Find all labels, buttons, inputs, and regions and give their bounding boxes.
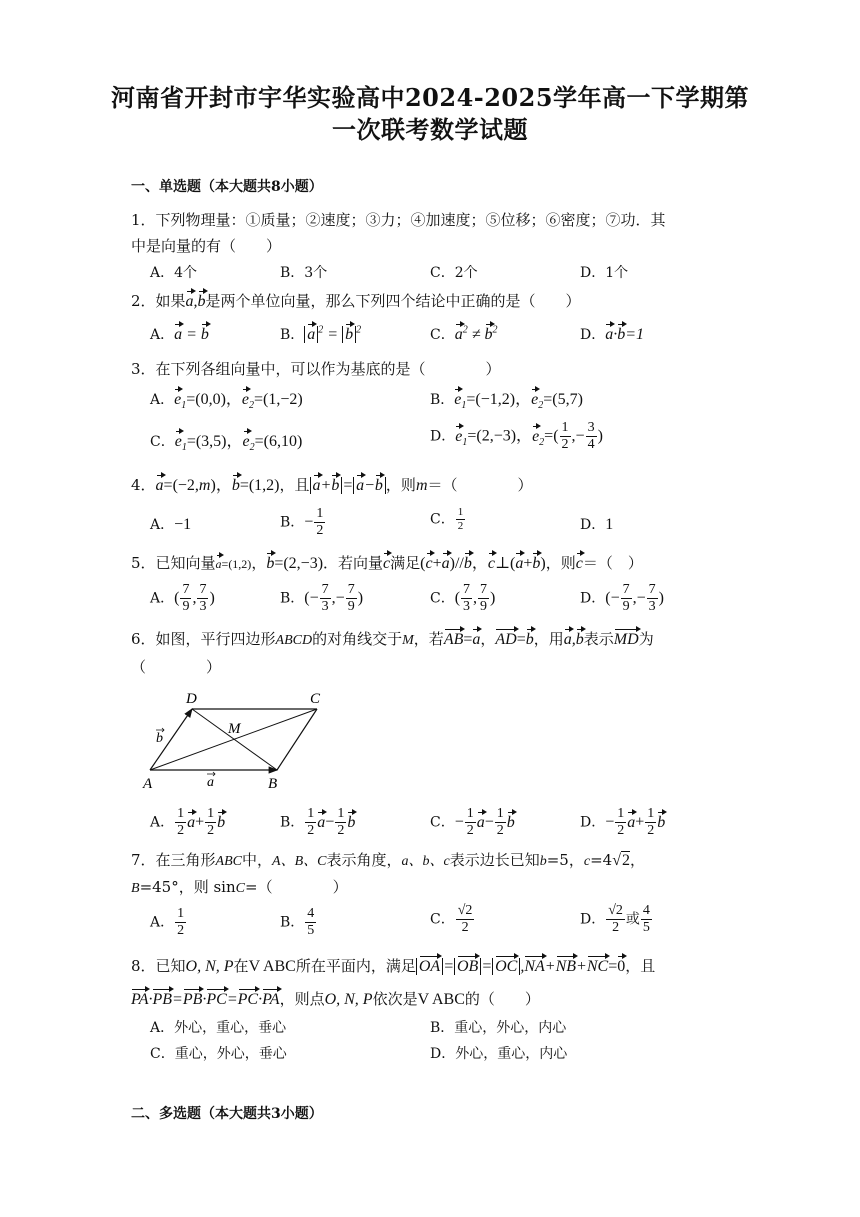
label-vector-a: a [207,775,214,790]
diagonal-ac [150,709,317,770]
q6-stem-line1: 6．如图，平行四边形ABCD的对角线交于M，若AB=a，AD=b，用a,b表示MD为 [131,630,654,648]
q5-option-c: C．( $\frac{7}{3}$ , $\frac{7}{9}$ ) [430,582,496,614]
q1-option-a: A．4个 [150,265,198,281]
q1-option-d: D．1个 [580,265,629,281]
q7-stem-line2: B=45°，则 sinC=（ ） [131,878,348,896]
parallelogram-figure [140,688,340,798]
side-bc [277,709,317,770]
q1-option-b: B．3个 [280,265,328,281]
page-title-line2: 一次联考数学试题 [332,115,528,144]
q7-option-c: C． $\frac{√2}{2}$ [430,903,473,935]
q8-option-b: B．重心，外心，内心 [430,1020,567,1036]
q1-stem-line2: 中是向量的有（ ） [131,237,282,255]
label-a: A [143,776,153,792]
label-vector-b: b [156,731,163,746]
q4-option-a: A．−1 [150,516,192,533]
q4-option-b: B．− $\frac{1}{2}$ [280,506,324,538]
q1-option-c: C．2个 [430,265,478,281]
q3-option-c: C．$e_1=(3,5)$，$e_2=(6,10)$ [150,433,303,454]
q4-option-d: D．1 [580,516,614,533]
q7-stem-line1: 7．在三角形ABC中，A、B、C表示角度，a、b、c表示边长已知b=5，c=4√2， [131,851,645,869]
q2-stem: 2．如果a,b是两个单位向量，那么下列四个结论中正确的是（ ） [131,292,581,310]
q7-option-a: A． $\frac{1}{2}$ [150,906,185,938]
q3-option-b: B．$e_1=(-1,2)$，$e_2=(5,7)$ [430,391,583,412]
q2-option-d: D．a·b=1 [580,326,645,343]
q5-option-b: B．(− $\frac{7}{3}$ ,− $\frac{7}{9}$ ) [280,582,364,614]
q5-option-d: D．(− $\frac{7}{9}$ ,− $\frac{7}{3}$ ) [580,582,664,614]
q8-option-c: C．重心，外心，垂心 [150,1046,287,1062]
section-heading-single-choice: 一、单选题（本大题共8小题） [131,179,323,195]
q8-stem-line2: PA·PB=PB·PC=PC·PA，则点O, N, P依次是V ABC的（ ） [131,990,540,1008]
q3-option-a: A．$e_1=(0,0)$，$e_2=(1,-2)$ [150,391,303,412]
q2-option-b: B． a $^2$ = b $^2$ [280,324,362,343]
q6-option-c: C．− $\frac{1}{2}$ a− $\frac{1}{2}$ b [430,806,515,838]
label-m: M [228,721,241,737]
q7-option-b: B． $\frac{4}{5}$ [280,906,315,938]
q8-stem-line1: 8．已知O, N, P在V ABC所在平面内，满足 OA = OB = OC ,NA+NB+NC=0，且 [131,957,656,975]
q3-stem: 3．在下列各组向量中，可以作为基底的是（ ） [131,360,501,378]
q1-stem-line1: 1．下列物理量：①质量；②速度；③力；④加速度；⑤位移；⑥密度；⑦功．其 [131,211,666,229]
label-d: D [186,691,197,707]
q5-stem: 5．已知向量a=(1,2)，b=(2,−3)．若向量c满足(c+a)//b，c⊥(a+b)，则c＝（ ） [131,554,643,572]
q2-option-a: A．a = b [150,326,209,343]
q6-option-d: D．− $\frac{1}{2}$ a+ $\frac{1}{2}$ b [580,806,666,838]
q6-stem-line2: （ ） [131,658,222,676]
page-title-line1: 河南省开封市宇华实验高中2024-2025学年高一下学期第 [110,83,750,112]
q7-option-d: D． $\frac{√2}{2}$ 或 $\frac{4}{5}$ [580,903,650,935]
q4-stem: 4．a=(−2,m)，b=(1,2)，且 a+b = a−b ，则m＝（ ） [131,476,533,494]
label-c: C [310,691,321,707]
q3-option-d: D．$e_1=(2,-3)$，$e_2=$( $\frac{1}{2}$ ,− $\frac{3}{4}$ ) [430,420,603,452]
diagonal-bd [192,709,277,770]
q5-option-a: A．( $\frac{7}{9}$ , $\frac{7}{3}$ ) [150,582,215,614]
q4-option-c: C． $\frac{1}{2}$ [430,506,464,532]
q6-option-b: B． $\frac{1}{2}$ a− $\frac{1}{2}$ b [280,806,356,838]
q8-option-a: A．外心，重心，垂心 [150,1020,287,1036]
section-heading-multi-choice: 二、多选题（本大题共3小题） [131,1106,323,1122]
label-b: B [268,776,278,792]
q8-option-d: D．外心，重心，内心 [430,1046,568,1062]
q6-option-a: A． $\frac{1}{2}$ a+ $\frac{1}{2}$ b [150,806,226,838]
q2-option-c: C．$a^2 \ne b^2$ [430,324,498,343]
